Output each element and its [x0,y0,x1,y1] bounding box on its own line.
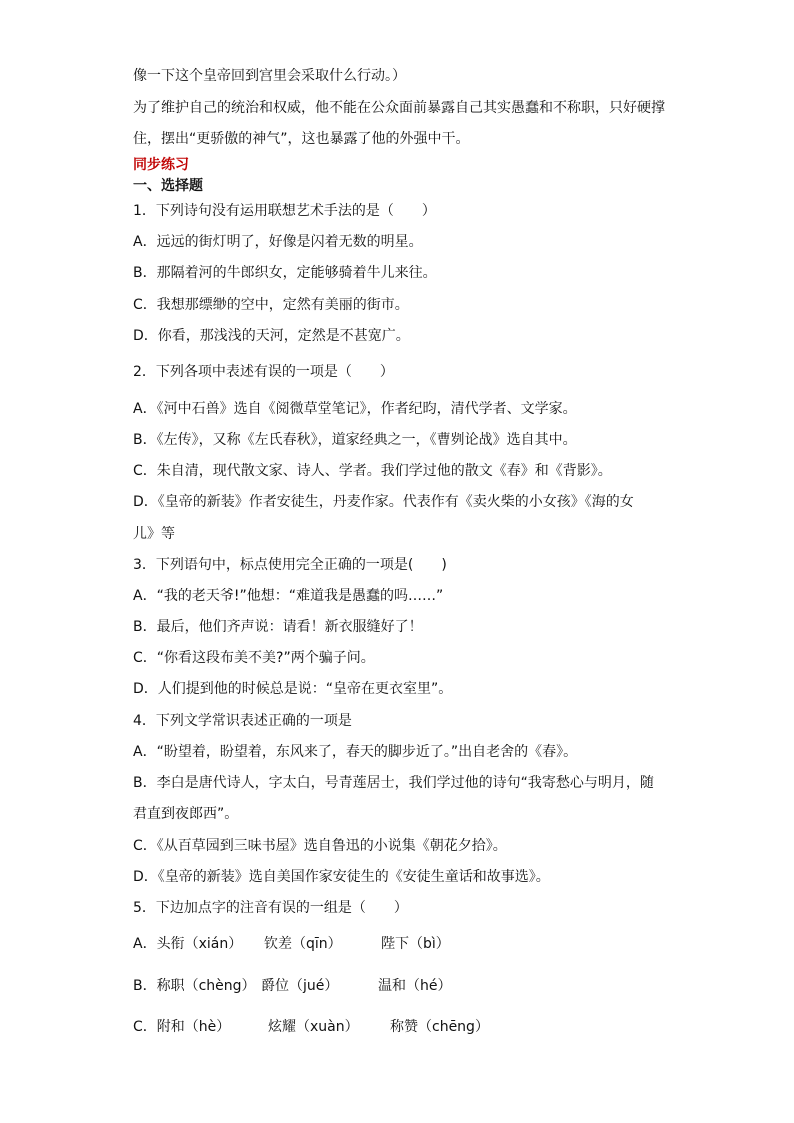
q2-option-b: B．《左传》，又称《左氏春秋》，道家经典之一，《曹刿论战》选自其中。 [133,432,577,448]
q2-option-a: A．《河中石兽》选自《阅微草堂笔记》，作者纪昀，清代学者、文学家。 [133,401,577,417]
subsection-title: 一、选择题 [133,178,203,194]
q2-option-d-line1: D．《皇帝的新装》作者安徒生，丹麦作家。代表作有《卖火柴的小女孩》《海的女 [133,494,634,510]
q1-option-d: D．你看，那浅浅的天河，定然是不甚宽广。 [133,328,410,344]
q1-option-b: B．那隔着河的牛郎织女，定能够骑着牛儿来往。 [133,265,437,281]
q5-c-word-1: C．附和（hè） [133,1019,231,1035]
q1-option-c: C．我想那缥缈的空中，定然有美丽的街市。 [133,297,409,313]
q5-a-word-1: A．头衔（xián） [133,936,243,952]
q4-option-b-line1: B．李白是唐代诗人，字太白，号青莲居士，我们学过他的诗句“我寄愁心与明月，随 [133,775,654,791]
q4-option-a: A．“盼望着，盼望着，东风来了，春天的脚步近了。”出自老舍的《春》。 [133,744,578,760]
q3-option-d: D．人们提到他的时候总是说：“皇帝在更衣室里”。 [133,681,453,697]
q4-option-b-line2: 君直到夜郎西”。 [133,806,239,822]
q3-option-a: A．“我的老天爷!”他想：“难道我是愚蠢的吗……” [133,588,444,604]
q4-option-c: C．《从百草园到三味书屋》选自鲁迅的小说集《朝花夕拾》。 [133,838,507,854]
intro-line-3: 住，摆出“更骄傲的神气”，这也暴露了他的外强中干。 [133,131,470,147]
q2-stem: 2．下列各项中表述有误的一项是（ ） [133,364,394,380]
section-title: 同步练习 [133,157,189,173]
q3-stem: 3．下列语句中，标点使用完全正确的一项是( ) [133,557,447,573]
q2-option-c: C．朱自清，现代散文家、诗人、学者。我们学过他的散文《春》和《背影》。 [133,463,612,479]
q5-b-word-1: B．称职（chèng） [133,978,256,994]
q5-b-word-2: 爵位（jué） [261,978,339,994]
q4-option-d: D．《皇帝的新装》选自美国作家安徒生的《安徒生童话和故事选》。 [133,869,550,885]
intro-line-1: 像一下这个皇帝回到宫里会采取什么行动。） [133,68,406,84]
q5-c-word-3: 称赞（chēng） [390,1019,489,1035]
q5-a-word-3: 陛下（bì） [381,936,450,952]
q5-c-word-2: 炫耀（xuàn） [268,1019,359,1035]
q5-stem: 5．下边加点字的注音有误的一组是（ ） [133,900,408,916]
q3-option-b: B．最后，他们齐声说：请看！新衣服缝好了！ [133,619,423,635]
q1-stem: 1．下列诗句没有运用联想艺术手法的是（ ） [133,203,436,219]
q2-option-d-line2: 儿》等 [133,526,175,542]
q5-b-word-3: 温和（hé） [378,978,452,994]
q4-stem: 4．下列文学常识表述正确的一项是 [133,713,352,729]
q5-a-word-2: 钦差（qīn） [264,936,342,952]
intro-line-2: 为了维护自己的统治和权威，他不能在公众面前暴露自己其实愚蠢和不称职，只好硬撑 [133,100,665,116]
q1-option-a: A．远远的街灯明了，好像是闪着无数的明星。 [133,234,423,250]
q3-option-c: C．“你看这段布美不美?”两个骗子问。 [133,650,375,666]
